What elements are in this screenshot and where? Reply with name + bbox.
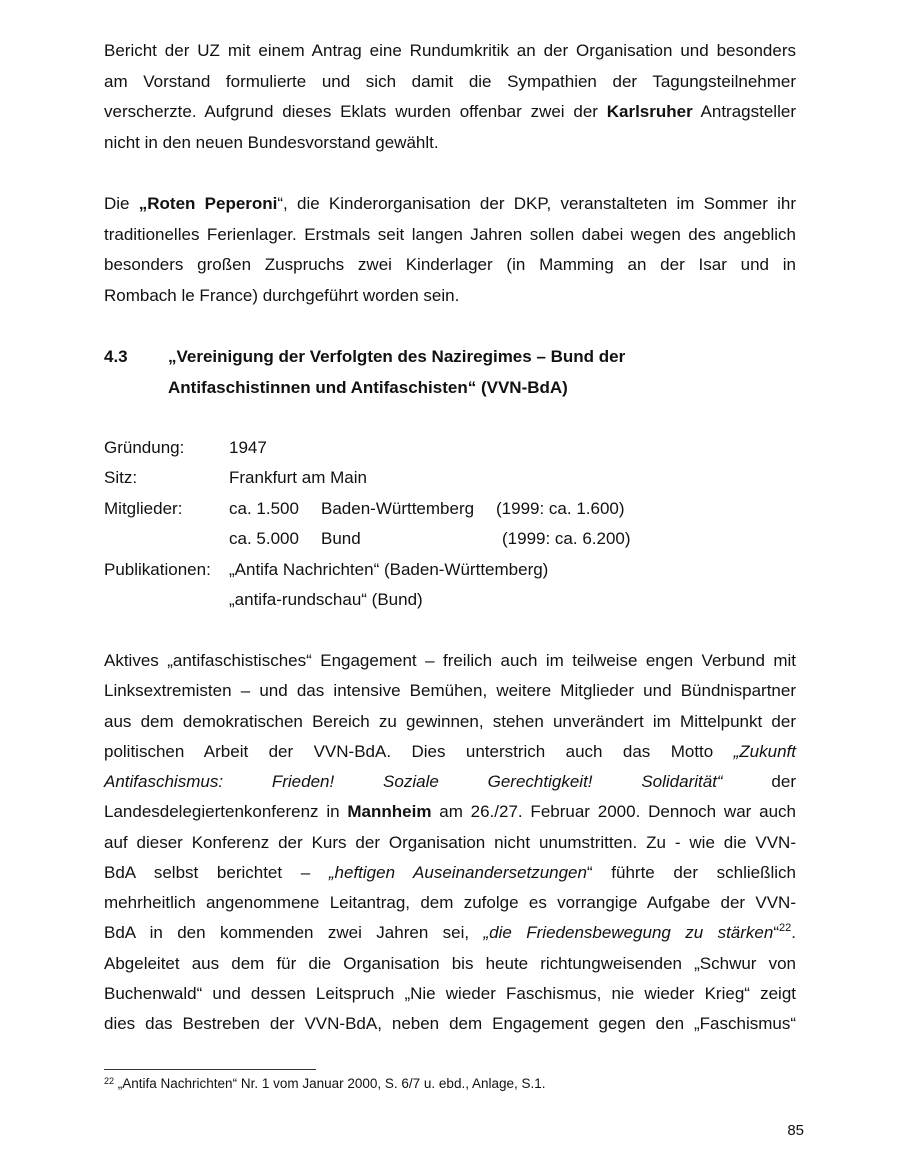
text-line: besonders großen Zuspruchs zwei Kinderlager (in Mamming an der Isar und in	[104, 255, 796, 275]
text-line: politischen Arbeit der VVN-BdA. Dies unterstrich auch das Motto „Zukunft	[104, 741, 796, 761]
text-line: nicht in den neuen Bundesvorstand gewählt.	[104, 133, 439, 153]
text-line: aus dem demokratischen Bereich zu gewinnen, stehen unverändert im Mittelpunkt der	[104, 711, 796, 731]
italic-motto: Antifaschismus: Frieden! Soziale Gerechtigkeit! Solidarität“	[104, 772, 723, 791]
fact-members-bw	[104, 494, 804, 524]
text-line: Die „Roten Peperoni“, die Kinderorganisation der DKP, veranstalteten im Sommer ihr	[104, 194, 797, 213]
footnote-divider	[104, 1069, 316, 1070]
text-line: am Vorstand formulierte und sich damit die Sympathien der Tagungsteilnehmer	[104, 71, 796, 91]
bold-roten-peperoni: „Roten Peperoni	[138, 194, 278, 213]
fact-value: 1947	[229, 438, 267, 457]
text-line: Aktives „antifaschistisches“ Engagement – freilich auch im teilweise engen Verbund mit	[104, 651, 796, 670]
paragraph-uz-report	[104, 36, 796, 159]
text-line: Abgeleitet aus dem für die Organisation bis heute richtungweisenden „Schwur von	[104, 953, 796, 973]
text-line: verscherzte. Aufgrund dieses Eklats wurden offenbar zwei der Karlsruher Antragsteller	[104, 102, 796, 122]
text-line: dies das Bestreben der VVN-BdA, neben dem Engagement gegen den „Faschismus“	[104, 1014, 796, 1033]
text-line: traditionelles Ferienlager. Erstmals seit langen Jahren sollen dabei wegen des angeblich	[104, 224, 796, 244]
text-line: Buchenwald“ und dessen Leitspruch „Nie wieder Faschismus, nie wieder Krieg“ zeigt	[104, 983, 796, 1003]
footnote-number: 22	[104, 1076, 115, 1086]
fact-seat	[104, 463, 804, 493]
italic-quote: „die Friedensbewegung zu stärken	[483, 923, 774, 943]
text-line: Rombach le France) durchgeführt worden sein.	[104, 286, 460, 306]
paragraph-vvn-engagement	[104, 646, 796, 1039]
member-amount: ca. 5.000	[229, 529, 299, 549]
text-line: Linksextremisten – und das intensive Bemühen, weitere Mitglieder und Bündnispartner	[104, 681, 796, 701]
publication-item: „Antifa Nachrichten“ (Baden-Württemberg)	[229, 559, 549, 579]
bold-mannheim: Mannheim	[347, 802, 432, 822]
footnote-reference[interactable]: 22	[779, 922, 792, 935]
text-line: Landesdelegiertenkonferenz in Mannheim am 26./27. Februar 2000. Dennoch war auch	[104, 802, 796, 822]
text-line: Bericht der UZ mit einem Antrag eine Rundumkritik an der Organisation und besonders	[104, 41, 796, 60]
italic-motto: „Zukunft	[733, 741, 796, 761]
section-title-line-1: „Vereinigung der Verfolgten des Naziregimes – Bund der	[168, 347, 626, 366]
footnote	[104, 1075, 796, 1093]
bold-karlsruher: Karlsruher	[606, 102, 693, 122]
text-line: BdA selbst berichtet – „heftigen Auseinandersetzungen“ führte der schließlich	[104, 862, 796, 882]
member-previous: (1999: ca. 1.600)	[496, 498, 625, 518]
publication-item: „antifa-rundschau“ (Bund)	[229, 589, 423, 609]
fact-publications-2	[104, 585, 804, 615]
text-line: auf dieser Konferenz der Kurs der Organisation nicht unumstritten. Zu - wie die VVN-	[104, 832, 796, 852]
fact-label: Publikationen:	[104, 559, 211, 579]
italic-quote: „heftigen Auseinandersetzungen	[328, 862, 587, 882]
text-line: Antifaschismus: Frieden! Soziale Gerechtigkeit! Solidarität“ der	[104, 772, 796, 791]
fact-value: Frankfurt am Main	[229, 468, 367, 488]
fact-members-bund	[104, 524, 804, 554]
member-amount: ca. 1.500	[229, 498, 299, 518]
section-number: 4.3	[104, 347, 128, 366]
footnote-text: „Antifa Nachrichten“ Nr. 1 vom Januar 2000, S. 6/7 u. ebd., Anlage, S.1.	[114, 1076, 546, 1091]
section-title-line-2: Antifaschistinnen und Antifaschisten“ (VVN-BdA)	[168, 377, 568, 397]
page-number: 85	[787, 1122, 804, 1139]
fact-publications	[104, 555, 804, 585]
fact-founding	[104, 433, 804, 463]
text-line: mehrheitlich angenommene Leitantrag, dem zufolge es vorrangige Aufgabe der VVN-	[104, 893, 796, 912]
fact-label: Mitglieder:	[104, 498, 183, 518]
member-region: Bund	[321, 529, 361, 549]
text-line: BdA in den kommenden zwei Jahren sei, „die Friedensbewegung zu stärken“$^{22}$.	[104, 922, 796, 943]
fact-label: Gründung:	[104, 438, 185, 457]
organization-facts	[104, 433, 804, 615]
paragraph-roten-peperoni	[104, 189, 796, 312]
member-region: Baden-Württemberg	[321, 498, 475, 518]
member-previous: (1999: ca. 6.200)	[502, 529, 631, 549]
fact-label: Sitz:	[104, 468, 138, 488]
